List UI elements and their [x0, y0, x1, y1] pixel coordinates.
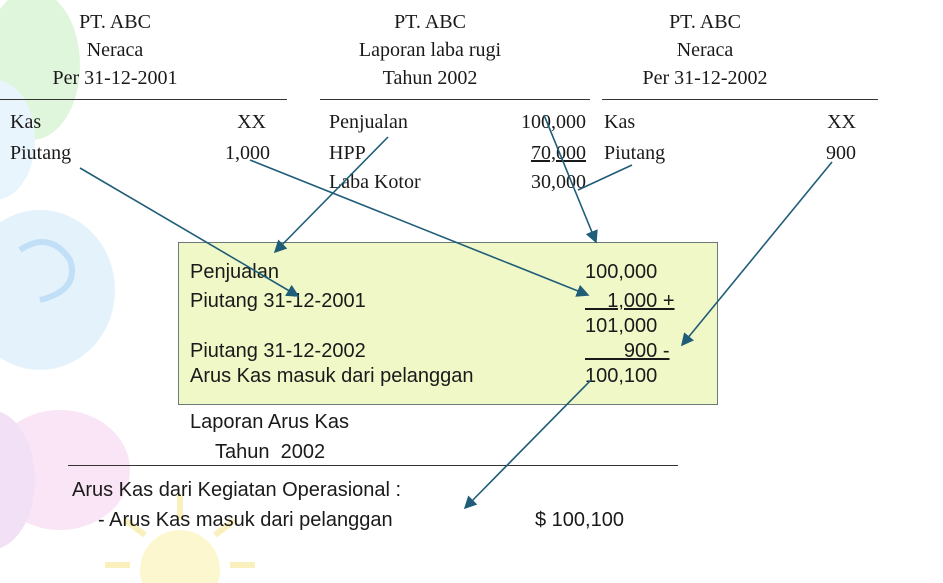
calc-value-piutang-2001: 1,000 +	[585, 290, 675, 312]
right-label-kas: Kas	[604, 111, 636, 133]
mid-value-laba-kotor: 30,000	[531, 171, 586, 193]
cashflow-header-rule	[68, 465, 678, 466]
right-value-piutang: 900	[826, 142, 856, 164]
mid-label-penjualan: Penjualan	[329, 111, 408, 133]
right-report-title: Neraca	[676, 39, 734, 61]
calc-value-subtotal: 101,000	[585, 315, 658, 337]
right-value-kas: XX	[827, 111, 856, 133]
right-company: PT. ABC	[669, 11, 741, 33]
calc-value-penjualan: 100,000	[585, 261, 658, 283]
left-value-piutang: 1,000	[225, 142, 270, 164]
mid-period: Tahun 2002	[382, 67, 478, 89]
cashflow-section: Arus Kas dari Kegiatan Operasional :	[72, 479, 402, 501]
right-label-piutang: Piutang	[604, 142, 666, 164]
calc-label-piutang-2001: Piutang 31-12-2001	[190, 290, 366, 312]
right-header-rule	[602, 99, 878, 100]
calc-label-piutang-2002: Piutang 31-12-2002	[190, 340, 366, 362]
mid-value-penjualan: 100,000	[521, 111, 586, 133]
cashflow-period: Tahun 2002	[215, 441, 326, 463]
left-label-piutang: Piutang	[10, 142, 72, 164]
mid-label-laba-kotor: Laba Kotor	[329, 171, 421, 193]
cashflow-amount: $ 100,100	[535, 509, 624, 531]
cashflow-title: Laporan Arus Kas	[190, 411, 349, 433]
mid-label-hpp: HPP	[329, 142, 366, 164]
calc-value-arus-kas: 100,100	[585, 365, 658, 387]
left-header-rule	[0, 99, 287, 100]
calc-label-penjualan: Penjualan	[190, 261, 279, 283]
mid-header-rule	[320, 99, 590, 100]
calc-label-arus-kas: Arus Kas masuk dari pelanggan	[190, 365, 474, 387]
mid-company: PT. ABC	[394, 11, 466, 33]
left-period: Per 31-12-2001	[52, 67, 178, 89]
cashflow-item: - Arus Kas masuk dari pelanggan	[98, 509, 393, 531]
left-company: PT. ABC	[79, 11, 151, 33]
left-label-kas: Kas	[10, 111, 42, 133]
calc-value-piutang-2002: 900 -	[585, 340, 670, 362]
right-period: Per 31-12-2002	[642, 67, 768, 89]
left-report-title: Neraca	[86, 39, 144, 61]
mid-report-title: Laporan laba rugi	[358, 39, 502, 61]
mid-value-hpp: 70,000	[531, 142, 586, 164]
left-value-kas: XX	[237, 111, 266, 133]
